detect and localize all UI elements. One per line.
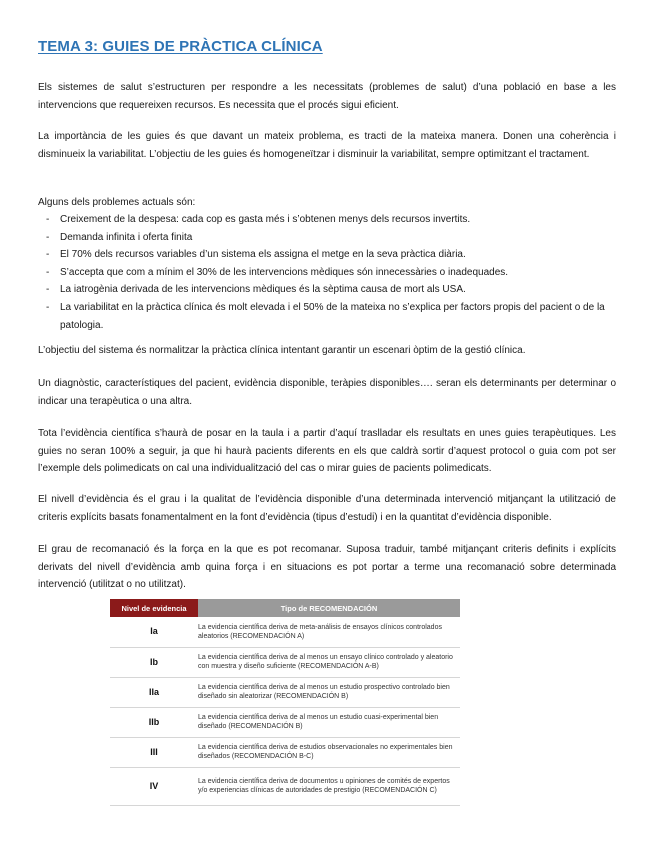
evidence-level-cell: Ib <box>110 647 198 677</box>
recommendation-cell: La evidencia científica deriva de estudios observacionales no experimentales bien diseñados (RECOMENDACIÓN B-C) <box>198 737 460 767</box>
table-row <box>110 737 460 767</box>
header-evidence-level: Nivel de evidencia <box>110 599 198 617</box>
table-row <box>110 767 460 805</box>
table-header-row <box>110 599 460 617</box>
page-title: TEMA 3: GUIES DE PRÀCTICA CLÍNICA <box>38 38 323 55</box>
evidence-table <box>110 599 460 806</box>
evidence-level-cell: Ia <box>110 617 198 647</box>
table-row <box>110 617 460 647</box>
table-row <box>110 707 460 737</box>
list-item: - La variabilitat en la pràctica clínica és molt elevada i el 50% de la mateixa no s’explica per factors propis del pacient o de la patologia. <box>38 299 616 334</box>
list-item: - La iatrogènia derivada de les intervencions mèdiques és la sèptima causa de mort als USA. <box>38 281 616 299</box>
list-item: - Demanda infinita i oferta finita <box>38 229 616 247</box>
table-row <box>110 677 460 707</box>
list-item: - S’accepta que com a mínim el 30% de les intervencions mèdiques són innecessàries o inadequades. <box>38 264 616 282</box>
paragraph-importance: La importància de les guies és que davant un mateix problema, es tracti de la mateixa manera. Donen una coherència i disminueix la variabilitat. L’objectiu de les guies és homogeneïtzar i disminuir la variabilitat, sempre optimitzant el tractament. <box>38 131 616 160</box>
recommendation-cell: La evidencia científica deriva de documentos u opiniones de comités de expertos y/o experiencias clínicas de autoridades de prestigio (RECOMENDACIÓN C) <box>198 767 460 805</box>
paragraph-recommendation-grade: El grau de recomanació és la força en la que es pot recomanar. Suposa traduir, també mitjançant criteris definits i explícits derivats del nivell d’evidència amb quina força i en situacions es pot portar a terme una recomanació sobre determinada intervenció (utilitzat o no utilitzat). <box>38 544 616 591</box>
header-recommendation-type: Tipo de RECOMENDACIÓN <box>198 599 460 617</box>
paragraph-determinants: Un diagnòstic, característiques del pacient, evidència disponible, teràpies disponibles…. seran els determinants per determinar o indicar una terapèutica o una altra. <box>38 378 616 407</box>
table-row <box>110 647 460 677</box>
paragraph-intro: Els sistemes de salut s’estructuren per respondre a les necessitats (problemes de salut) d’una població en base a les intervencions que requereixen recursos. Es necessita que el procés sigui eficient. <box>38 82 616 111</box>
evidence-level-cell: IIa <box>110 677 198 707</box>
paragraph-evidence-level: El nivell d’evidència és el grau i la qualitat de l’evidència disponible d’una determinada intervenció mitjançant la utilització de criteris explícits basats fonamentalment en la font d’evidència (tipus d’estudi) i en la quantitat d’evidència disponible. <box>38 494 616 523</box>
recommendation-cell: La evidencia científica deriva de meta-análisis de ensayos clínicos controlados aleatorios (RECOMENDACIÓN A) <box>198 617 460 647</box>
paragraph-evidence: Tota l’evidència científica s’haurà de posar en la taula i a partir d’aquí traslladar els resultats en unes guies terapèutiques. Les guies no seran 100% a seguir, ja que hi haurà pacients diferents en els que caldrà sortir d’aquest protocol o guia com pot ser l’exemple dels polimedicats on cal una individualització del cas o mirar guies de pacients polimedicats. <box>38 428 616 475</box>
paragraph-problems-intro: Alguns dels problemes actuals són: <box>38 197 196 208</box>
recommendation-cell: La evidencia científica deriva de al menos un estudio cuasi-experimental bien diseñado (RECOMENDACIÓN B) <box>198 707 460 737</box>
recommendation-cell: La evidencia científica deriva de al menos un ensayo clínico controlado y aleatorio con muestra y diseño suficiente (RECOMENDACIÓN A-B) <box>198 647 460 677</box>
evidence-level-cell: IV <box>110 767 198 805</box>
evidence-level-cell: III <box>110 737 198 767</box>
list-item: - Creixement de la despesa: cada cop es gasta més i s’obtenen menys dels recursos invertits. <box>38 211 616 229</box>
list-item: - El 70% dels recursos variables d’un sistema els assigna el metge en la seva pràctica diària. <box>38 246 616 264</box>
recommendation-cell: La evidencia científica deriva de al menos un estudio prospectivo controlado bien diseñado sin aleatorizar (RECOMENDACIÓN B) <box>198 677 460 707</box>
paragraph-objective: L’objectiu del sistema és normalitzar la pràctica clínica intentant garantir un escenari òptim de la gestió clínica. <box>38 345 526 356</box>
problems-list <box>38 211 616 334</box>
evidence-level-cell: IIb <box>110 707 198 737</box>
